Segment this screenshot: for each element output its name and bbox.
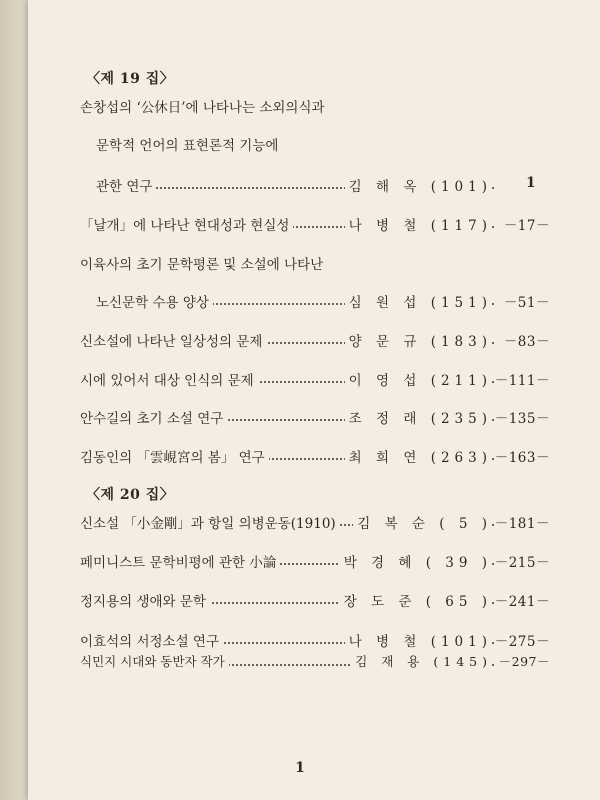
entry-page: －83－ <box>494 330 550 350</box>
toc-entry <box>80 551 550 573</box>
entry-page: －51－ <box>494 291 550 311</box>
toc-entry <box>80 512 550 534</box>
entry-title: 이효석의 서정소설 연구 <box>80 630 223 650</box>
section-heading-20: 〈제 20 집〉 <box>86 487 175 503</box>
toc-entry-line: 손창섭의 ‘公休日’에 나타나는 소외의식과 <box>80 100 325 116</box>
entry-author: 박 경 혜 ( 39 ) <box>340 551 492 571</box>
entry-page: －241－ <box>494 590 550 610</box>
left-page-edge <box>0 0 28 800</box>
toc-entry <box>96 175 550 197</box>
entry-author: 나 병 철 (117) <box>345 214 492 234</box>
entry-title: 관한 연구 <box>96 175 156 195</box>
book-page <box>28 0 600 800</box>
toc-entry <box>80 369 550 391</box>
toc-entry <box>80 330 550 352</box>
toc-entry <box>80 407 550 429</box>
entry-author: 장 도 준 ( 65 ) <box>340 590 492 610</box>
entry-page: －275－ <box>494 630 550 650</box>
entry-page: －181－ <box>494 512 550 532</box>
section-heading-19: 〈제 19 집〉 <box>86 71 175 87</box>
entry-page: －163－ <box>494 446 550 466</box>
entry-title: 안수길의 초기 소설 연구 <box>80 407 227 427</box>
bleed-through-text <box>520 30 600 140</box>
entry-page: －111－ <box>494 369 550 389</box>
toc-entry <box>80 446 550 468</box>
toc-entry <box>80 652 550 674</box>
entry-author: 김 해 옥 (101) <box>345 175 492 195</box>
entry-title: 김동인의 「雲峴宮의 봄」 연구 <box>80 446 269 466</box>
entry-author: 김 재 용 (145) <box>351 652 492 670</box>
entry-page: －17－ <box>494 214 550 234</box>
entry-title: 신소설 「小金剛」과 항일 의병운동(1910) <box>80 512 340 532</box>
toc-entry-line: 이육사의 초기 문학평론 및 소설에 나타난 <box>80 257 324 273</box>
entry-title: 정지용의 생애와 문학 <box>80 590 210 610</box>
entry-author: 양 문 규 (183) <box>345 330 492 350</box>
entry-author: 나 병 철 (101) <box>345 630 492 650</box>
entry-author: 심 원 섭 (151) <box>345 291 492 311</box>
page-number: 1 <box>295 760 305 776</box>
toc-entry <box>96 291 550 313</box>
entry-author: 조 정 래 (235) <box>345 407 492 427</box>
entry-page: －215－ <box>494 551 550 571</box>
entry-title: 노신문학 수용 양상 <box>96 291 213 311</box>
toc-entry-line: 문학적 언어의 표현론적 기능에 <box>96 138 279 154</box>
entry-title: 「날개」에 나타난 현대성과 현실성 <box>80 214 293 234</box>
entry-author: 이 영 섭 (211) <box>345 369 492 389</box>
entry-author: 김 복 순 ( 5 ) <box>353 512 492 532</box>
entry-author: 최 희 연 (263) <box>345 446 492 466</box>
toc-entry <box>80 630 550 652</box>
entry-page: －135－ <box>494 407 550 427</box>
toc-entry <box>80 590 550 612</box>
entry-title: 페미니스트 문학비평에 관한 小論 <box>80 551 280 571</box>
entry-title: 시에 있어서 대상 인식의 문제 <box>80 369 258 389</box>
entry-title: 신소설에 나타난 일상성의 문제 <box>80 330 266 350</box>
entry-page: －297－ <box>494 652 550 670</box>
entry-page: 1 <box>494 175 550 191</box>
entry-title: 식민지 시대와 동반자 작가 <box>80 652 229 670</box>
toc-entry <box>80 214 550 236</box>
